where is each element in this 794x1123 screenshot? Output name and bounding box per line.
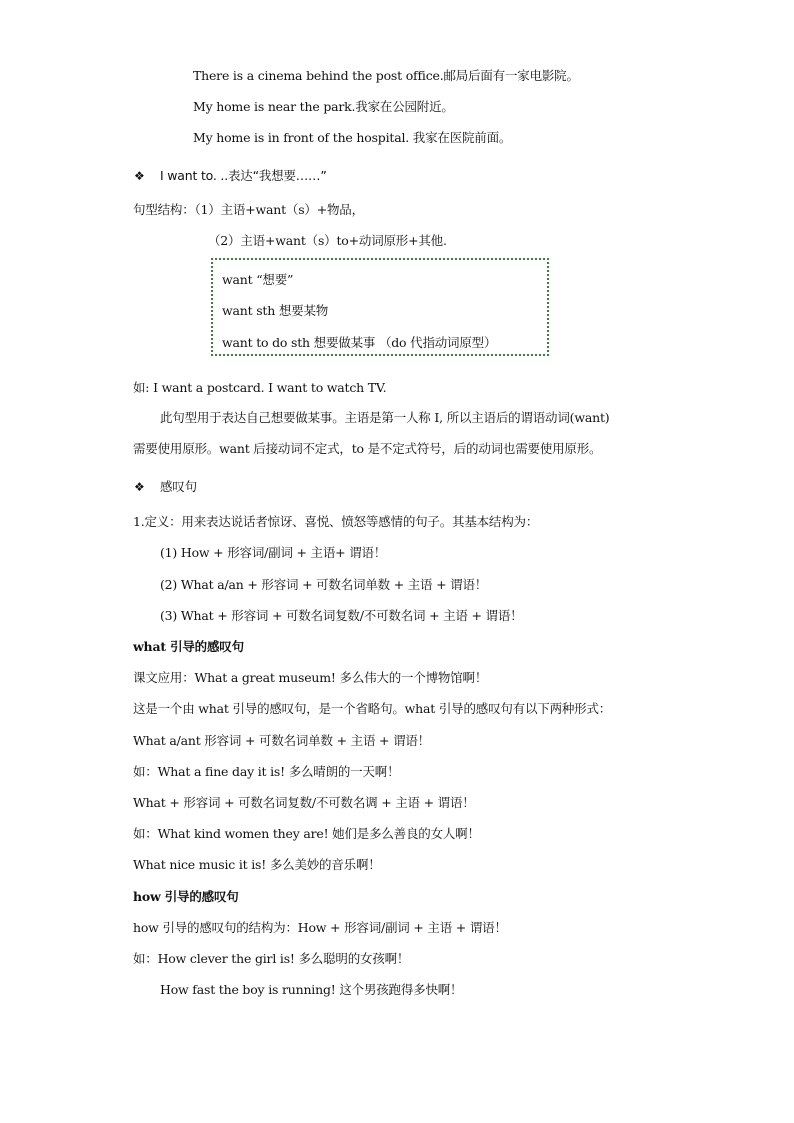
what-line-3: What a/ant 形容词 + 可数名词单数 + 主语 + 谓语！ — [133, 733, 430, 748]
example-want: 如: I want a postcard. I want to watch TV. — [133, 380, 387, 395]
what-line-2: 这是一个由 what 引导的感叹句，是一个省略句。what 引导的感叹句有以下两种形式： — [133, 701, 612, 716]
explanation-line-1: 此句型用于表达自己想要做某事。主语是第一人称 I, 所以主语后的谓语动词(want) — [160, 410, 610, 425]
how-line-2: 如：How clever the girl is! 多么聪明的女孩啊！ — [133, 951, 410, 966]
what-line-1: 课文应用：What a great museum! 多么伟大的一个博物馆啊！ — [133, 670, 488, 685]
usage-line-want-to-do: want to do sth 想要做某事 （do 代指动词原型） — [222, 335, 497, 350]
diamond-bullet-icon: ❖ — [134, 480, 145, 494]
what-line-7: What nice music it is! 多么美妙的音乐啊！ — [133, 857, 381, 872]
usage-line-want: want “想要” — [222, 272, 294, 287]
how-line-1: how 引导的感叹句的结构为：How + 形容词/副词 + 主语 + 谓语！ — [133, 920, 507, 935]
what-line-5: What + 形容词 + 可数名词复数/不可数名调 + 主语 + 谓语！ — [133, 795, 475, 810]
what-line-6: 如：What kind women they are! 她们是多么善良的女人啊！ — [133, 826, 480, 841]
example-line-hospital: My home is in front of the hospital. 我家在医院前面。 — [193, 130, 512, 145]
diamond-bullet-icon: ❖ — [134, 169, 145, 183]
structure-line-2: （2）主语+want（s）to+动词原形+其他. — [208, 233, 447, 248]
heading-text: 感叹句 — [160, 479, 197, 494]
definition-line: 1.定义：用来表达说话者惊讶、喜悦、愤怒等感情的句子。其基本结构为： — [133, 514, 539, 529]
explanation-line-2: 需要使用原形。want 后接动词不定式，to 是不定式符号，后的动词也需要使用原形。 — [133, 441, 602, 456]
structure-how: (1) How + 形容词/副词 + 主语+ 谓语！ — [160, 545, 387, 560]
subheading-what: what 引导的感叹句 — [133, 639, 244, 654]
section-heading-exclamation — [134, 479, 197, 495]
section-heading-want — [134, 168, 327, 184]
structure-what-plural: (3) What + 形容词 + 可数名词复数/不可数名词 + 主语 + 谓语！ — [160, 608, 523, 623]
example-line-park: My home is near the park.我家在公园附近。 — [193, 99, 454, 114]
structure-line-1: 句型结构：（1）主语+want（s）+物品， — [133, 202, 364, 217]
heading-text: I want to. ..表达“我想要……” — [160, 168, 327, 183]
usage-line-want-sth: want sth 想要某物 — [222, 303, 329, 318]
what-line-4: 如：What a fine day it is! 多么晴朗的一天啊！ — [133, 764, 400, 779]
structure-what-a: (2) What a/an + 形容词 + 可数名词单数 + 主语 + 谓语！ — [160, 577, 488, 592]
example-line-cinema: There is a cinema behind the post office.邮局后面有一家电影院。 — [193, 68, 579, 83]
subheading-how: how 引导的感叹句 — [133, 889, 239, 904]
how-line-3: How fast the boy is running! 这个男孩跑得多快啊！ — [160, 982, 463, 997]
